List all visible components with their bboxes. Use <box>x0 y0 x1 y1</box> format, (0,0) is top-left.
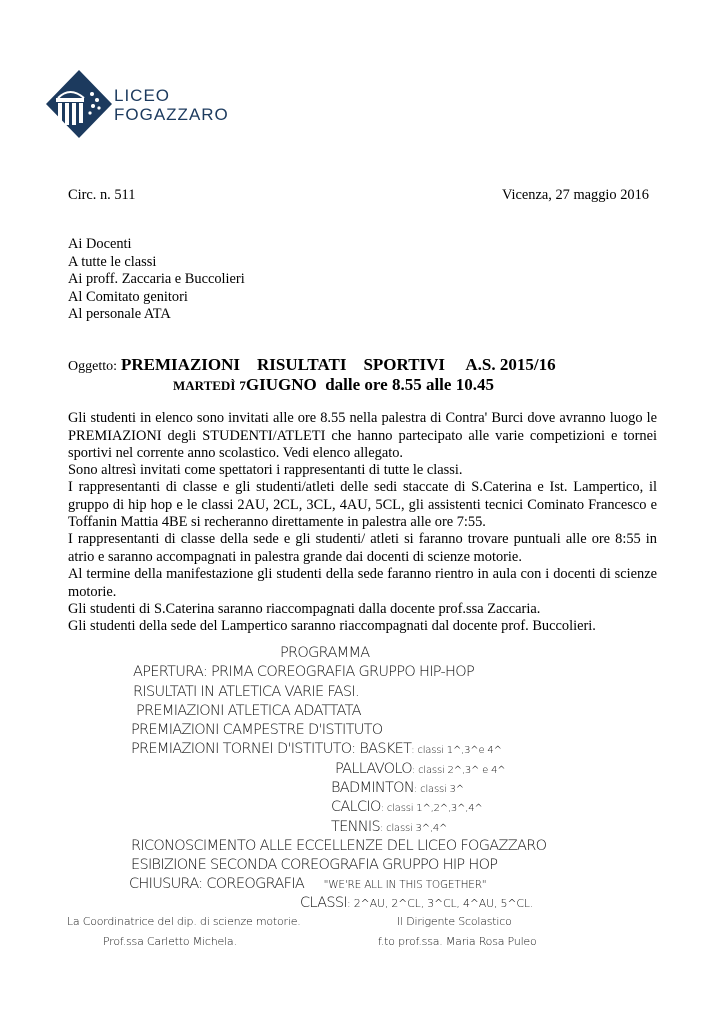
body-paragraph: Al termine della manifestazione gli studenti della sede faranno rientro in aula con i docenti di scienze motorie. <box>68 566 657 600</box>
recipient: Ai proff. Zaccaria e Buccolieri <box>68 271 245 287</box>
programma-title: PROGRAMMA <box>280 645 370 661</box>
programma-item <box>331 819 447 835</box>
programma-item-main: CLASSI <box>300 895 347 911</box>
programma-item-detail: : 2^AU, 2^CL, 3^CL, 4^AU, 5^CL. <box>346 897 534 910</box>
subject-title: PREMIAZIONI RISULTATI SPORTIVI A.S. 2015/16 <box>121 355 556 374</box>
programma-item: RISULTATI IN ATLETICA VARIE FASI. <box>133 684 359 700</box>
programma-item-detail: : classi 1^,2^,3^,4^ <box>380 803 483 814</box>
programma-item-detail: : classi 3^ <box>414 784 464 795</box>
recipient: Ai Docenti <box>68 236 132 252</box>
principal-title: Il Dirigente Scolastico <box>397 915 512 928</box>
subject-day-number: 7 <box>239 378 246 393</box>
programma-item: PREMIAZIONI ATLETICA ADATTATA <box>136 703 361 719</box>
body-paragraph: I rappresentanti di classe della sede e gli studenti/ atleti si faranno trovare puntuali alle ore 8:55 in atrio e saranno accompagnati in palestra grande dai docenti di scienze motorie. <box>68 531 657 565</box>
recipient: A tutte le classi <box>68 253 157 270</box>
coordinator-name: Prof.ssa Carletto Michela. <box>103 935 237 948</box>
programma-item-main: BADMINTON <box>331 780 415 796</box>
programma-item-main: CHIUSURA: COREOGRAFIA <box>129 876 305 892</box>
subject-datetime <box>173 375 494 395</box>
body-paragraph: Sono altresì invitati come spettatori i rappresentanti di tutte le classi. <box>68 462 463 478</box>
subject-label: Oggetto: <box>68 359 117 374</box>
programma-item <box>300 895 533 911</box>
coordinator-title: La Coordinatrice del dip. di scienze motorie. <box>67 915 301 928</box>
programma-item-main: CALCIO <box>331 799 381 815</box>
body-paragraph: Gli studenti in elenco sono invitati alle ore 8.55 nella palestra di Contra' Burci dove avranno luogo le PREMIAZIONI degli STUDENTI/ATLETI che hanno partecipato alle varie competizioni e tornei sportivi nel corrente anno scolastico. Vedi elenco allegato. <box>68 410 657 461</box>
programma-item-quote: "WE'RE ALL IN THIS TOGETHER" <box>323 879 487 891</box>
programma-item-detail: : classi 1^,3^e 4^ <box>411 745 502 756</box>
circular-number: Circ. n. 511 <box>68 187 136 203</box>
programma-item <box>335 761 505 777</box>
programma-item: PREMIAZIONI CAMPESTRE D'ISTITUTO <box>131 722 383 738</box>
logo-emblem-icon <box>46 70 112 140</box>
programma-item <box>331 799 483 815</box>
programma-item <box>331 780 464 796</box>
programma-item-detail: : classi 2^,3^ e 4^ <box>411 765 506 776</box>
subject-time: GIUGNO dalle ore 8.55 alle 10.45 <box>245 375 494 394</box>
subject-line <box>68 355 556 375</box>
logo-wordmark <box>114 86 229 124</box>
programma-item: APERTURA: PRIMA COREOGRAFIA GRUPPO HIP-HOP <box>133 664 475 680</box>
recipient: Al personale ATA <box>68 306 171 322</box>
logo-line1: LICEO <box>114 86 171 105</box>
programma-item <box>129 876 486 892</box>
body-paragraph: Gli studenti della sede del Lampertico saranno riaccompagnati dal docente prof. Buccolieri. <box>68 618 596 634</box>
programma-item-main: TENNIS <box>331 819 380 835</box>
document-date: Vicenza, 27 maggio 2016 <box>502 187 649 203</box>
body-paragraph: I rappresentanti di classe e gli studenti/atleti delle sedi staccate di S.Caterina e Ist. Lampertico, il gruppo di hip hop e le classi 2AU, 2CL, 3CL, 4AU, 5CL, gli assistenti tecnici Cominato Francesco e Toffanin Mattia 4BE si recheranno direttamente in palestra alle ore 7:55. <box>68 479 657 530</box>
principal-name: f.to prof.ssa. Maria Rosa Puleo <box>378 935 537 948</box>
programma-item: ESIBIZIONE SECONDA COREOGRAFIA GRUPPO HIP HOP <box>131 857 498 873</box>
logo-line2: FOGAZZARO <box>114 105 229 124</box>
programma-item-main: PALLAVOLO <box>335 761 412 777</box>
programma-item-detail: : classi 3^,4^ <box>380 823 448 834</box>
programma-item <box>131 741 502 757</box>
subject-day: MARTEDÌ <box>173 378 236 393</box>
recipients-list <box>68 236 245 324</box>
body-paragraph: Gli studenti di S.Caterina saranno riaccompagnati dalla docente prof.ssa Zaccaria. <box>68 601 541 617</box>
recipient: Al Comitato genitori <box>68 288 188 305</box>
programma-item: RICONOSCIMENTO ALLE ECCELLENZE DEL LICEO FOGAZZARO <box>131 838 547 854</box>
programma-item-main: PREMIAZIONI TORNEI D'ISTITUTO: BASKET <box>131 741 412 757</box>
